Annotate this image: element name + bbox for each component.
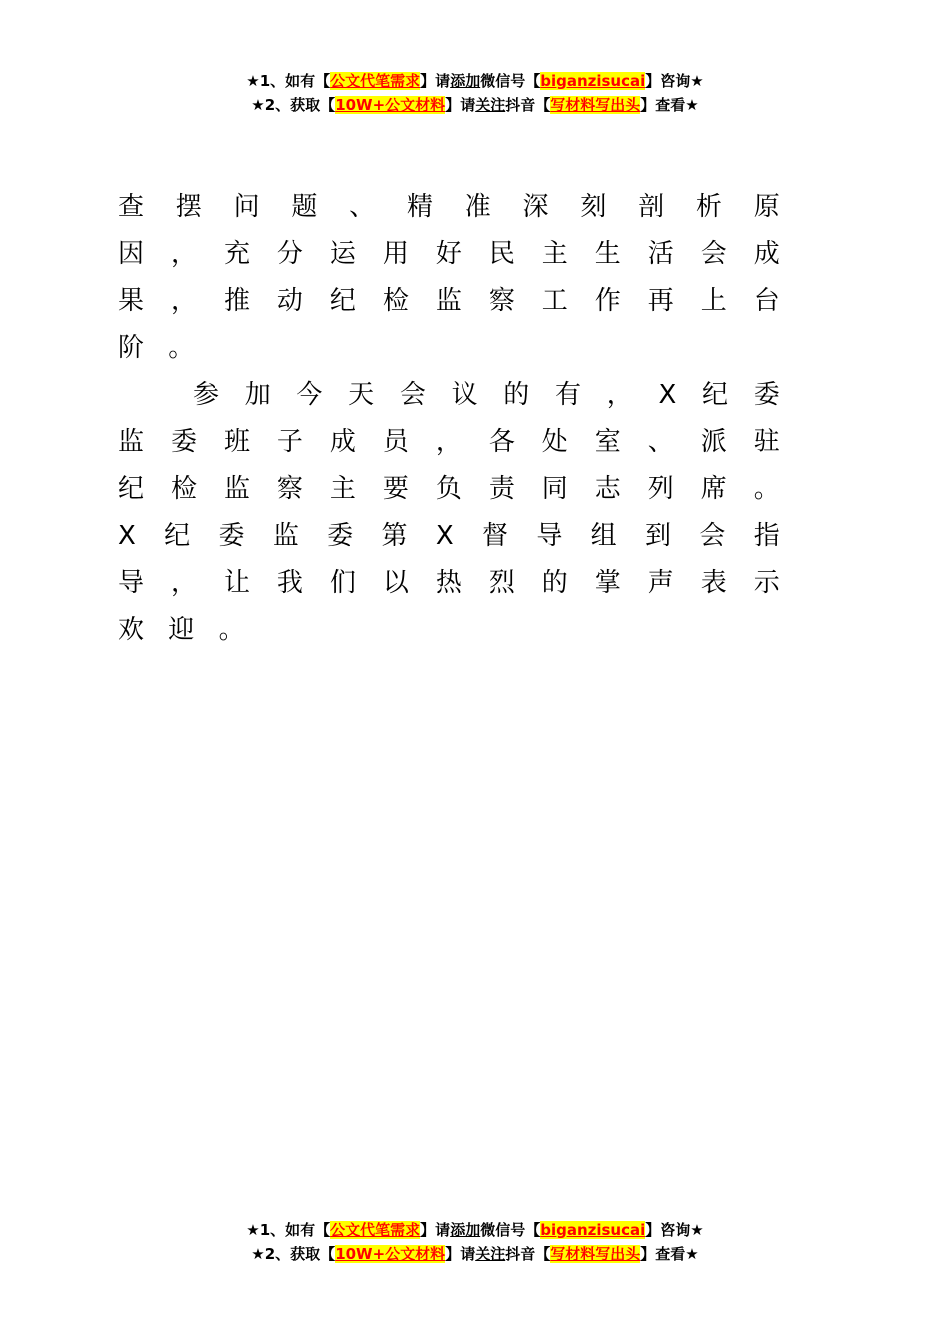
body-paragraph-1: 查摆问题、精准深刻剖析原因，充分运用好民主生活会成果，推动纪检监察工作再上台阶。 (118, 192, 804, 363)
promo-text: 】请 (445, 96, 476, 114)
promo-highlight-materials: 10W+公文材料 (335, 96, 446, 114)
header-promo-banner (0, 69, 950, 117)
promo-underline-follow: 关注 (475, 96, 506, 114)
promo-text: 】咨询★ (645, 72, 704, 90)
promo-underline-add: 添加 (450, 1221, 481, 1239)
promo-highlight-materials: 10W+公文材料 (335, 1245, 446, 1263)
promo-text: 】请 (445, 1245, 476, 1263)
promo-highlight-wechat-id: biganzisucai (540, 72, 646, 90)
promo-text: 抖音【 (505, 96, 551, 114)
promo-text: 】咨询★ (645, 1221, 704, 1239)
promo-highlight-douyin: 写材料写出头 (550, 1245, 641, 1263)
promo-underline-add: 添加 (450, 72, 481, 90)
promo-text: ★1、如有【 (246, 1221, 331, 1239)
promo-text: 微信号【 (480, 72, 541, 90)
promo-text: ★1、如有【 (246, 72, 331, 90)
promo-line-2 (0, 93, 950, 117)
promo-line-2 (0, 1242, 950, 1266)
promo-highlight-wechat-id: biganzisucai (540, 1221, 646, 1239)
promo-line-1 (0, 1218, 950, 1242)
promo-text: ★2、获取【 (251, 1245, 336, 1263)
footer-promo-banner (0, 1218, 950, 1266)
promo-line-1 (0, 69, 950, 93)
promo-text: 】请 (420, 1221, 451, 1239)
promo-underline-follow: 关注 (475, 1245, 506, 1263)
promo-text: 】查看★ (640, 96, 699, 114)
promo-text: 】请 (420, 72, 451, 90)
promo-text: ★2、获取【 (251, 96, 336, 114)
document-body (118, 184, 804, 654)
promo-text: 抖音【 (505, 1245, 551, 1263)
promo-highlight-service: 公文代笔需求 (330, 1221, 421, 1239)
body-paragraph-2: 参加今天会议的有，X纪委监委班子成员，各处室、派驻纪检监察主要负责同志列席。X纪委监委第X督导组到会指导，让我们以热烈的掌声表示欢迎。 (118, 380, 804, 645)
promo-text: 】查看★ (640, 1245, 699, 1263)
promo-highlight-service: 公文代笔需求 (330, 72, 421, 90)
promo-highlight-douyin: 写材料写出头 (550, 96, 641, 114)
promo-text: 微信号【 (480, 1221, 541, 1239)
